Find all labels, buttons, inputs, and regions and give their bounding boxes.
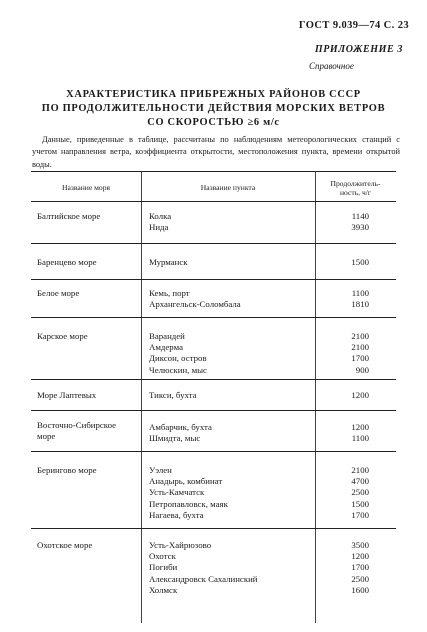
duration-value: 1700	[351, 562, 369, 573]
point-list	[149, 331, 207, 376]
intro-paragraph: Данные, приведенные в таблице, рассчитаны по наблюдениям метеорологических станций с учетом направления ветра, коэффициента открытости, местоположения пункта, времени открытой воды.	[32, 135, 400, 169]
header-duration	[315, 179, 396, 197]
row-rule	[31, 317, 396, 318]
duration-value: 1700	[351, 509, 369, 520]
sea-name-line: Охотское море	[37, 540, 93, 550]
header-duration-line-1: Продолжитель-	[330, 179, 381, 188]
duration-value: 1100	[351, 433, 369, 444]
sea-name-line: Карское море	[37, 331, 88, 341]
sea-name-line: Белое море	[37, 288, 80, 298]
point-name: Варандей	[149, 331, 185, 341]
sea-name	[37, 288, 79, 299]
point-name: Погиби	[149, 562, 178, 573]
sea-name	[37, 331, 88, 342]
point-list	[149, 257, 188, 268]
point-name: Диксон, остров	[149, 353, 207, 364]
duration-value: 1500	[351, 257, 369, 267]
point-name: Усть-Хайрюзово	[149, 540, 212, 550]
title-line-1: ХАРАКТЕРИСТИКА ПРИБРЕЖНЫХ РАЙОНОВ СССР	[66, 89, 361, 100]
point-name: Челюскин, мыс	[149, 364, 207, 375]
point-name: Нида	[149, 222, 169, 233]
duration-value: 1810	[351, 299, 369, 310]
point-list	[149, 465, 228, 521]
row-rule	[31, 379, 396, 380]
point-list	[149, 540, 258, 596]
point-name: Амбарчик, бухта	[149, 422, 212, 432]
row-rule	[31, 243, 396, 244]
row-rule	[31, 279, 396, 280]
value-list	[333, 422, 369, 444]
sea-name	[37, 390, 96, 401]
value-list	[333, 465, 369, 521]
duration-value: 1500	[351, 498, 369, 509]
point-name: Кемь, порт	[149, 288, 190, 298]
sea-name	[37, 540, 92, 551]
duration-value: 1200	[351, 422, 369, 432]
sea-name-line: Берингово море	[37, 465, 97, 475]
value-list	[333, 540, 369, 596]
reference-label: Справочное	[309, 61, 354, 71]
point-name: Анадырь, комбинат	[149, 476, 223, 487]
point-name: Архангельск-Соломбала	[149, 299, 241, 310]
duration-value: 900	[355, 364, 369, 375]
point-name: Амдерма	[149, 342, 183, 353]
column-divider-1	[141, 171, 142, 623]
duration-value: 3500	[351, 540, 369, 550]
sea-name-line: море	[37, 431, 56, 442]
point-name: Холмск	[149, 584, 178, 595]
duration-value: 1600	[351, 584, 369, 595]
point-name: Уэлен	[149, 465, 172, 475]
header-rule	[31, 201, 396, 202]
sea-name-line: Баренцево море	[37, 257, 97, 267]
duration-value: 4700	[351, 476, 369, 487]
column-divider-2	[315, 171, 316, 623]
duration-value: 1700	[351, 353, 369, 364]
sea-name	[37, 465, 97, 476]
value-list	[333, 331, 369, 376]
duration-value: 2100	[351, 331, 369, 341]
point-name: Мурманск	[149, 257, 188, 267]
title-line-3: СО СКОРОСТЬЮ ≥6 м/с	[147, 117, 280, 128]
duration-value: 2500	[351, 573, 369, 584]
sea-name-line: Балтийское море	[37, 211, 101, 221]
point-name: Охотск	[149, 551, 176, 562]
sea-name	[37, 420, 116, 442]
duration-value: 2100	[351, 465, 369, 475]
duration-value: 1100	[351, 288, 369, 298]
duration-value: 1200	[351, 390, 369, 400]
header-sea: Название моря	[62, 183, 110, 192]
point-name: Шмидта, мыс	[149, 433, 201, 444]
standard-code: ГОСТ 9.039—74 С. 23	[298, 20, 409, 31]
table-top-rule	[31, 171, 396, 172]
point-name: Колка	[149, 211, 172, 221]
point-name: Петропавловск, маяк	[149, 498, 228, 509]
duration-value: 1200	[351, 551, 369, 562]
value-list	[333, 211, 369, 233]
header-duration-line-2: ность, ч/г	[339, 188, 372, 197]
sea-name-line: Восточно-Сибирское	[37, 420, 117, 430]
header-point: Название пункта	[200, 183, 256, 192]
sea-name	[37, 211, 100, 222]
duration-value: 3930	[351, 222, 369, 233]
point-name: Нагаева, бухта	[149, 509, 204, 520]
point-list	[149, 390, 197, 401]
value-list	[333, 257, 369, 268]
sea-name-line: Море Лаптевых	[37, 390, 97, 400]
point-name: Усть-Камчатск	[149, 487, 205, 498]
sea-name	[37, 257, 97, 268]
duration-value: 1140	[351, 211, 369, 221]
point-name: Александровск Сахалинский	[149, 573, 258, 584]
duration-value: 2100	[351, 342, 369, 353]
point-list	[149, 422, 212, 444]
value-list	[333, 288, 369, 310]
point-list	[149, 211, 171, 233]
row-rule	[31, 410, 396, 411]
value-list	[333, 390, 369, 401]
row-rule	[31, 528, 396, 529]
title-line-2: ПО ПРОДОЛЖИТЕЛЬНОСТИ ДЕЙСТВИЯ МОРСКИХ ВЕТРОВ	[41, 103, 386, 114]
point-list	[149, 288, 241, 310]
row-rule	[31, 451, 396, 452]
point-name: Тикси, бухта	[149, 390, 197, 400]
appendix-label: ПРИЛОЖЕНИЕ 3	[314, 44, 403, 55]
duration-value: 2500	[351, 487, 369, 498]
